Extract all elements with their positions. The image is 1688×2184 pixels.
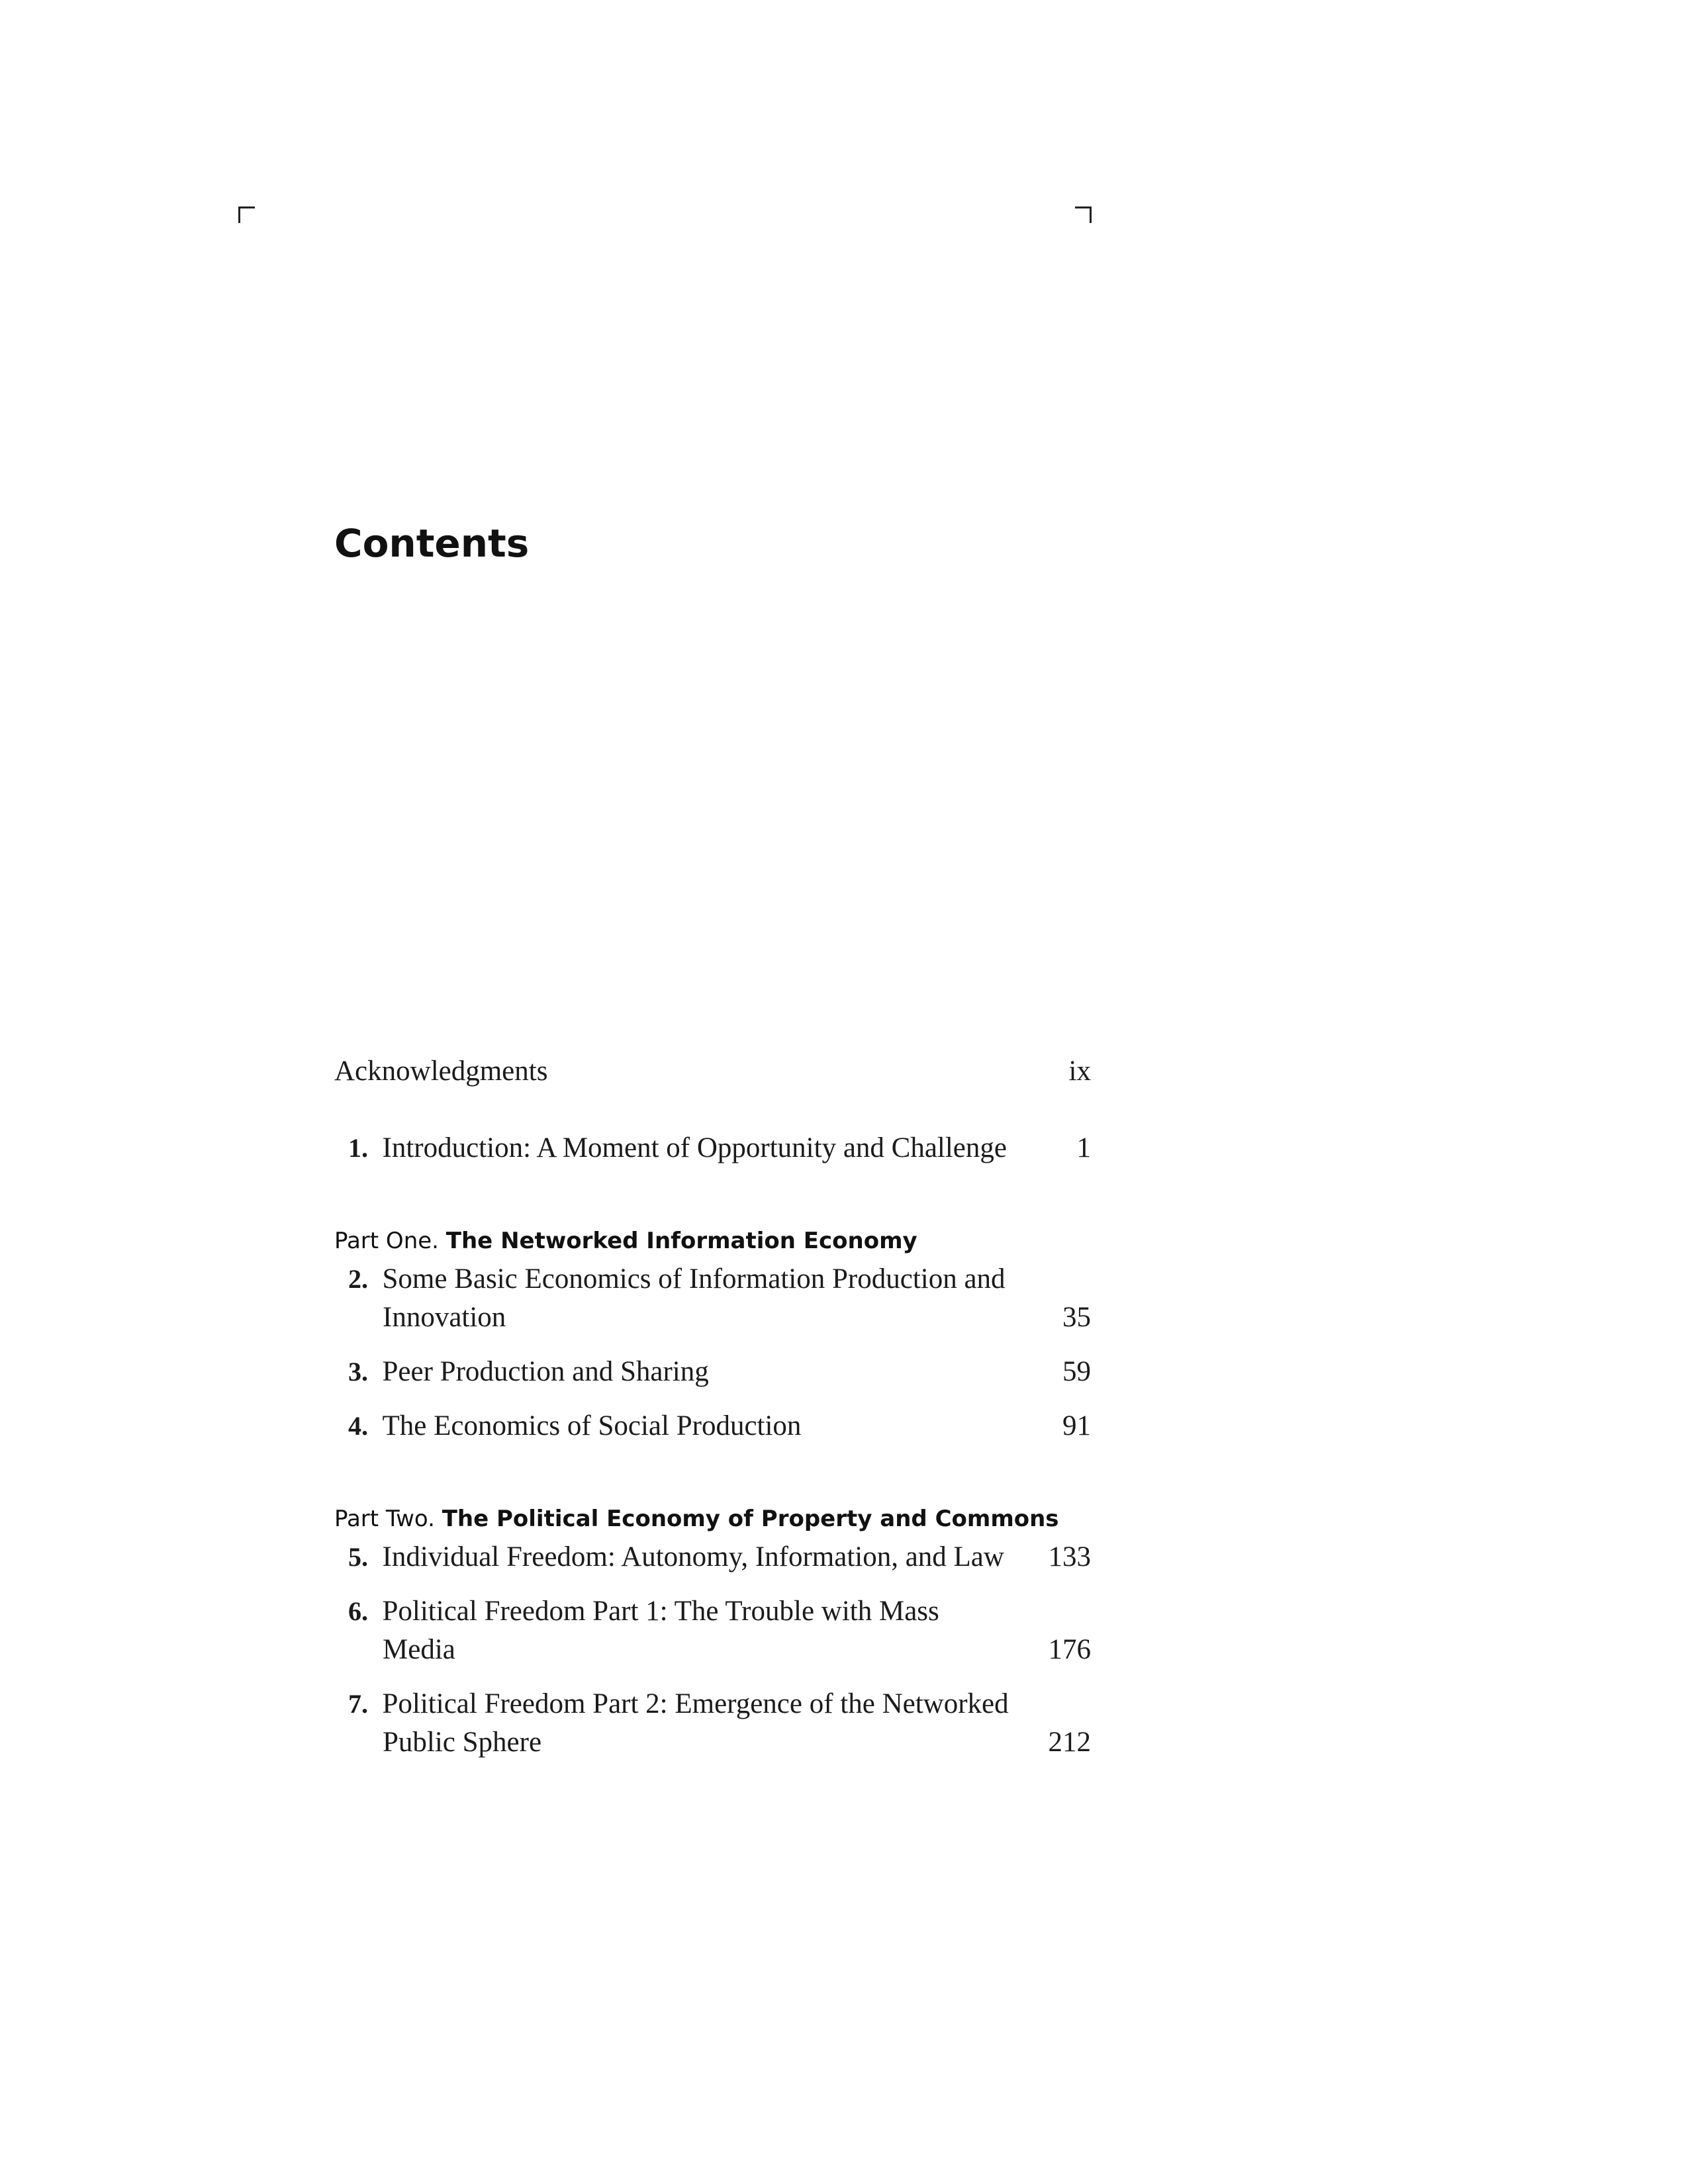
part-prefix: Part One.: [334, 1228, 439, 1254]
crop-mark-top-right: [1075, 206, 1092, 223]
toc-page-number: 59: [1062, 1356, 1091, 1387]
toc-entry-chapter-7[interactable]: [334, 1685, 1091, 1762]
chapter-number: 4.: [348, 1411, 368, 1441]
toc-entry-chapter-2[interactable]: [334, 1260, 1091, 1337]
toc-page-number: 1: [1076, 1132, 1091, 1163]
chapter-number: 1.: [348, 1133, 368, 1163]
chapter-number: 2.: [348, 1264, 368, 1294]
toc-entry-acknowledgments[interactable]: [334, 1052, 1091, 1091]
chapter-number: 3.: [348, 1357, 368, 1387]
chapter-number: 6.: [348, 1596, 368, 1626]
chapter-title: Peer Production and Sharing: [382, 1356, 709, 1387]
page-title: Contents: [334, 521, 530, 566]
toc-page-number: 91: [1062, 1410, 1091, 1441]
toc-entry-chapter-4[interactable]: [334, 1407, 1091, 1445]
chapter-title: The Economics of Social Production: [382, 1410, 802, 1441]
toc-page-number: 35: [1062, 1302, 1091, 1333]
chapter-title: Political Freedom Part 2: Emergence of the Networked Public Sphere: [382, 1688, 1009, 1758]
toc-page-number: 212: [1048, 1727, 1091, 1758]
toc-page-number: 133: [1048, 1541, 1091, 1572]
part-title: The Networked Information Economy: [445, 1228, 917, 1254]
toc-page-number: 176: [1048, 1634, 1091, 1665]
toc-entry-chapter-5[interactable]: [334, 1538, 1091, 1576]
crop-mark-top-left: [238, 206, 255, 223]
chapter-number: 5.: [348, 1542, 368, 1572]
part-title: The Political Economy of Property and Commons: [442, 1506, 1059, 1532]
chapter-title: Political Freedom Part 1: The Trouble with Mass Media: [382, 1596, 939, 1665]
part-prefix: Part Two.: [334, 1506, 435, 1532]
toc-page-number: ix: [1068, 1056, 1091, 1087]
toc-entry-chapter-1[interactable]: [334, 1129, 1091, 1167]
chapter-title: Introduction: A Moment of Opportunity and Challenge: [382, 1132, 1007, 1163]
chapter-title: Some Basic Economics of Information Production and Innovation: [382, 1263, 1006, 1333]
part-heading-two: [334, 1504, 1091, 1534]
chapter-number: 7.: [348, 1689, 368, 1719]
toc-entry-label: Acknowledgments: [334, 1056, 548, 1087]
part-heading-one: [334, 1226, 1091, 1256]
chapter-title: Individual Freedom: Autonomy, Information, and Law: [382, 1541, 1004, 1572]
table-of-contents: [334, 1052, 1091, 1762]
toc-entry-chapter-3[interactable]: [334, 1353, 1091, 1391]
toc-entry-chapter-6[interactable]: [334, 1592, 1091, 1669]
